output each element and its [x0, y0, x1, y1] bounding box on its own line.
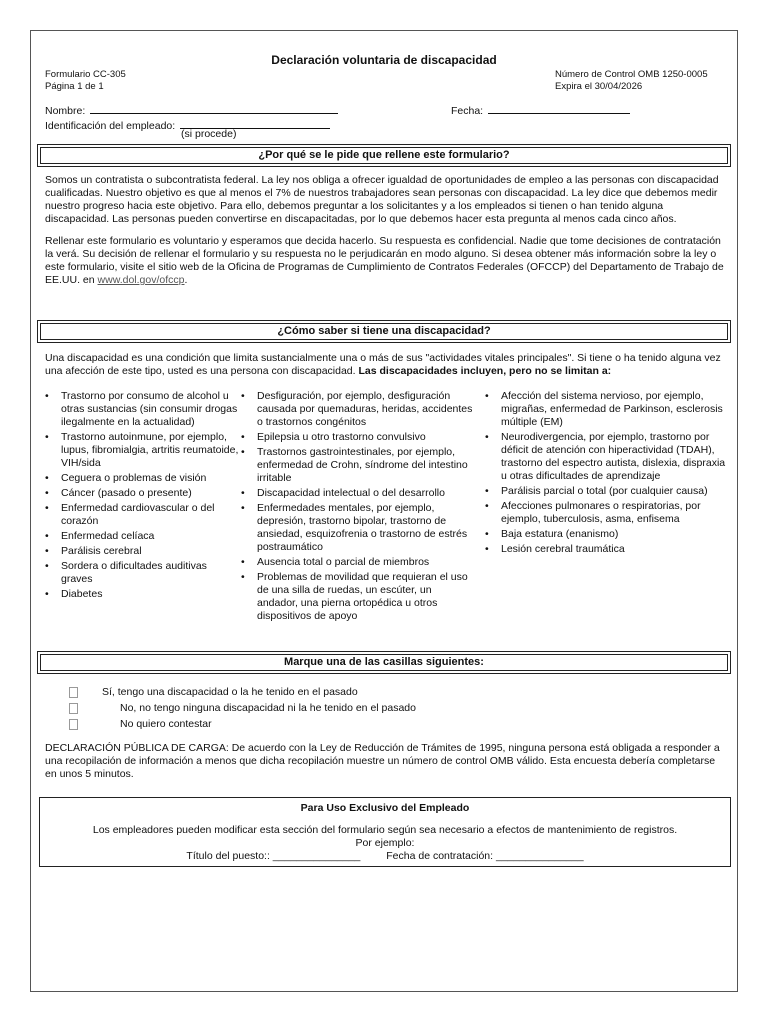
form-page — [30, 30, 738, 992]
option-no-label: No, no tengo ninguna discapacidad ni la he tenido en el pasado — [120, 702, 416, 714]
section-why-title: ¿Por qué se le pide que rellene este formulario? — [40, 147, 728, 164]
conditions-column-1 — [43, 390, 239, 603]
section-how-header — [37, 320, 731, 343]
condition-list-item: • Diabetes — [43, 588, 239, 601]
employer-section — [39, 797, 731, 867]
conditions-column-3 — [483, 390, 729, 558]
hire-date-field[interactable]: Fecha de contratación: _______________ — [386, 850, 584, 862]
condition-list-item: • Ausencia total o parcial de miembros — [239, 556, 473, 569]
checkbox-yes[interactable] — [69, 687, 78, 698]
section-why-header — [37, 144, 731, 167]
condition-list-item: • Lesión cerebral traumática — [483, 543, 729, 556]
option-decline-label: No quiero contestar — [120, 718, 212, 730]
condition-list-item: • Afecciones pulmonares o respiratorias, por ejemplo, tuberculosis, asma, enfisema — [483, 500, 729, 526]
employer-example: Por ejemplo: — [355, 837, 415, 849]
name-field — [45, 101, 338, 117]
option-yes[interactable] — [69, 685, 358, 699]
section-check-header — [37, 651, 731, 674]
condition-list-item: • Enfermedad cardiovascular o del corazón — [43, 502, 239, 528]
option-decline[interactable] — [69, 717, 212, 731]
page-number: Página 1 de 1 — [45, 81, 104, 92]
condition-list-item: • Problemas de movilidad que requieran el uso de una silla de ruedas, un escúter, un andador, una pierna ortopédica u otros dispositivos de apoyo — [239, 571, 473, 623]
condition-list-item: • Ceguera o problemas de visión — [43, 472, 239, 485]
condition-list-item: • Afección del sistema nervioso, por ejemplo, migrañas, enfermedad de Parkinson, esclerosis múltiple (EM) — [483, 390, 729, 429]
job-title-field[interactable]: Título del puesto:: _______________ — [186, 850, 361, 862]
section-why-body — [45, 174, 725, 296]
why-paragraph-2: Rellenar este formulario es voluntario y esperamos que decida hacerlo. Su respuesta es confidencial. Nadie que tome decisiones de contratación la verá. Su decisión de rellenar el formulario y su respuesta no le perjudicarán en modo alguno. Si desea obtener más información sobre la ley o este formulario, visite el sitio web de la Oficina de Programas de Cumplimiento de Contratos Federales (OFCCP) del Departamento de Trabajo de EE.UU. en www.dol.gov/ofccp. — [45, 235, 724, 286]
condition-list-item: • Parálisis cerebral — [43, 545, 239, 558]
omb-block — [555, 69, 708, 93]
employee-id-note: (si procede) — [181, 128, 237, 140]
checkbox-no[interactable] — [69, 703, 78, 714]
form-title: Declaración voluntaria de discapacidad — [271, 53, 497, 67]
employee-id-label: Identificación del empleado: — [45, 120, 176, 132]
condition-list-item: • Enfermedad celíaca — [43, 530, 239, 543]
why-paragraph-1: Somos un contratista o subcontratista federal. La ley nos obliga a ofrecer igualdad de oportunidades de empleo a las personas con discapacidad cualificadas. Nuestro objetivo es que al menos el 7% de nuestros trabajadores sean personas con discapacidad. La ley dice que debemos medir nuestro progreso hacia este objetivo. Para ello, debemos preguntar a los solicitantes y a los empleados si tienen o han tenido alguna discapacidad. Las personas pueden convertirse en discapacitadas, por lo que debemos hacer esta pregunta al menos cada cinco años. — [45, 174, 719, 225]
burden-statement: DECLARACIÓN PÚBLICA DE CARGA: De acuerdo con la Ley de Reducción de Trámites de 1995, ninguna persona está obligada a responder a una recopilación de información a menos que dicha recopilación muestre un número de control OMB válido. Esta encuesta debería completarse en unos 5 minutos. — [45, 742, 720, 780]
option-yes-label: Sí, tengo una discapacidad o la he tenido en el pasado — [102, 686, 358, 698]
option-no[interactable] — [69, 701, 416, 715]
condition-list-item: • Baja estatura (enanismo) — [483, 528, 729, 541]
employer-note: Los empleadores pueden modificar esta sección del formulario según sea necesario a efectos de mantenimiento de registros. — [92, 824, 678, 836]
condition-list-item: • Trastornos gastrointestinales, por ejemplo, enfermedad de Crohn, síndrome del intestino irritable — [239, 446, 473, 485]
form-number: Formulario CC-305 — [45, 69, 126, 80]
employer-fields — [40, 850, 730, 863]
section-how-intro: Una discapacidad es una condición que limita sustancialmente una o más de sus "actividades vitales principales". Si tiene o ha tenido alguna vez una afección de este tipo, usted es una persona con discapacidad. Las discapacidades incluyen, pero no se limitan a: — [45, 352, 721, 377]
date-input-line[interactable] — [488, 101, 630, 114]
date-field — [451, 101, 630, 117]
section-check-title: Marque una de las casillas siguientes: — [40, 654, 728, 671]
date-label: Fecha: — [451, 105, 484, 117]
condition-list-item: • Trastorno por consumo de alcohol u otras sustancias (sin consumir drogas ilegalmente en la actualidad) — [43, 390, 239, 429]
expiration-date: Expira el 30/04/2026 — [555, 81, 643, 92]
condition-list-item: • Cáncer (pasado o presente) — [43, 487, 239, 500]
condition-list-item: • Parálisis parcial o total (por cualquier causa) — [483, 485, 729, 498]
condition-list-item: • Discapacidad intelectual o del desarrollo — [239, 487, 473, 500]
name-input-line[interactable] — [90, 101, 338, 114]
condition-list-item: • Epilepsia u otro trastorno convulsivo — [239, 431, 473, 444]
how-intro-bold: Las discapacidades incluyen, pero no se limitan a: — [358, 365, 612, 377]
ofccp-link[interactable]: www.dol.gov/ofccp — [97, 274, 185, 286]
conditions-column-2 — [239, 390, 473, 625]
condition-list-item: • Enfermedades mentales, por ejemplo, depresión, trastorno bipolar, trastorno de ansiedad, esquizofrenia o trastorno de estrés postraumático — [239, 502, 473, 554]
name-label: Nombre: — [45, 105, 86, 117]
condition-list-item: • Neurodivergencia, por ejemplo, trastorno por déficit de atención con hiperactividad (TDAH), trastorno del espectro autista, dislexia, dispraxia u otras dificultades de aprendizaje — [483, 431, 729, 483]
employer-section-title: Para Uso Exclusivo del Empleado — [300, 802, 470, 814]
condition-list-item: • Trastorno autoinmune, por ejemplo, lupus, fibromialgia, artritis reumatoide, VIH/sida — [43, 431, 239, 470]
checkbox-decline[interactable] — [69, 719, 78, 730]
omb-number: Número de Control OMB 1250-0005 — [555, 69, 708, 80]
condition-list-item: • Sordera o dificultades auditivas graves — [43, 560, 239, 586]
section-how-title: ¿Cómo saber si tiene una discapacidad? — [40, 323, 728, 340]
condition-list-item: • Desfiguración, por ejemplo, desfiguración causada por quemaduras, heridas, accidentes o trastornos congénitos — [239, 390, 473, 429]
form-id-block — [45, 69, 126, 93]
